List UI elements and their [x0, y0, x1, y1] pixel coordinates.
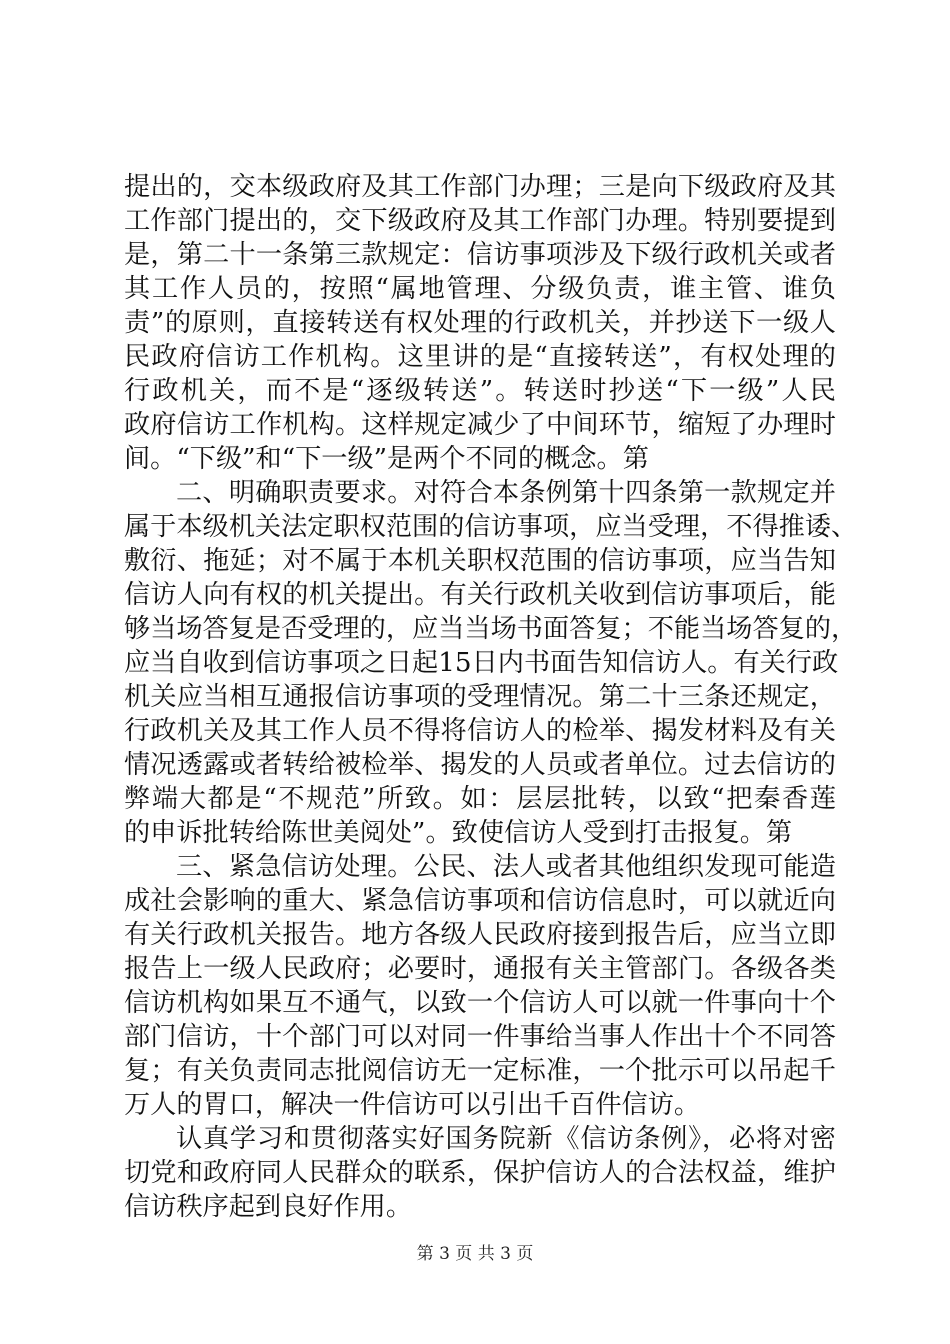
paragraph: [124, 170, 836, 476]
paragraph-line: 应当自收到信访事项之日起15日内书面告知信访人。有关行政: [124, 648, 839, 678]
paragraph-line: 属于本级机关法定职权范围的信访事项，应当受理，不得推诿、: [124, 512, 858, 542]
paragraph-line: 二、明确职责要求。对符合本条例第十四条第一款规定并: [176, 478, 836, 508]
paragraph-line: 提出的，交本级政府及其工作部门办理；三是向下级政府及其: [124, 172, 836, 202]
paragraph-line: 有关行政机关报告。地方各级人民政府接到报告后，应当立即: [124, 920, 836, 950]
paragraph-line: 部门信访，十个部门可以对同一件事给当事人作出十个不同答: [124, 1022, 836, 1052]
paragraph-line: 万人的胃口，解决一件信访可以引出千百件信访。: [124, 1090, 701, 1120]
paragraph-line: 责”的原则，直接转送有权处理的行政机关，并抄送下一级人: [124, 308, 836, 338]
document-body: [124, 170, 858, 1224]
paragraph-line: 弊端大都是“不规范”所致。如：层层批转，以致“把秦香莲: [124, 784, 836, 814]
paragraph-line: 信访人向有权的机关提出。有关行政机关收到信访事项后，能: [124, 580, 836, 610]
paragraph-line: 间。“下级”和“下一级”是两个不同的概念。第: [124, 444, 649, 474]
page-footer: 第 3 页 共 3 页: [416, 1244, 534, 1264]
paragraph-line: 政府信访工作机构。这样规定减少了中间环节，缩短了办理时: [124, 410, 836, 440]
paragraph-line: 其工作人员的，按照“属地管理、分级负责，谁主管、谁负: [124, 274, 836, 304]
paragraph-line: 认真学习和贯彻落实好国务院新《信访条例》，必将对密: [176, 1124, 836, 1154]
paragraph-line: 行政机关，而不是“逐级转送”。转送时抄送“下一级”人民: [124, 376, 836, 406]
paragraph-line: 报告上一级人民政府；必要时，通报有关主管部门。各级各类: [124, 954, 836, 984]
paragraph: [124, 476, 858, 850]
paragraph-line: 三、紧急信访处理。公民、法人或者其他组织发现可能造: [176, 852, 836, 882]
paragraph-line: 工作部门提出的，交下级政府及其工作部门办理。特别要提到: [124, 206, 836, 236]
paragraph-line: 的申诉批转给陈世美阅处”。致使信访人受到打击报复。第: [124, 818, 793, 848]
paragraph-line: 复；有关负责同志批阅信访无一定标准，一个批示可以吊起千: [124, 1056, 836, 1086]
paragraph-line: 成社会影响的重大、紧急信访事项和信访信息时，可以就近向: [124, 886, 836, 916]
paragraph-line: 是，第二十一条第三款规定：信访事项涉及下级行政机关或者: [124, 240, 836, 270]
paragraph: [124, 850, 836, 1122]
paragraph-line: 信访秩序起到良好作用。: [124, 1192, 413, 1222]
paragraph-line: 切党和政府同人民群众的联系，保护信访人的合法权益，维护: [124, 1158, 836, 1188]
paragraph: [124, 1122, 836, 1224]
paragraph-line: 够当场答复是否受理的，应当当场书面答复；不能当场答复的，: [124, 614, 858, 644]
paragraph-line: 信访机构如果互不通气，以致一个信访人可以就一件事向十个: [124, 988, 836, 1018]
paragraph-line: 民政府信访工作机构。这里讲的是“直接转送”，有权处理的: [124, 342, 836, 372]
paragraph-line: 机关应当相互通报信访事项的受理情况。第二十三条还规定，: [124, 682, 836, 712]
paragraph-line: 行政机关及其工作人员不得将信访人的检举、揭发材料及有关: [124, 716, 836, 746]
paragraph-line: 情况透露或者转给被检举、揭发的人员或者单位。过去信访的: [124, 750, 836, 780]
paragraph-line: 敷衍、拖延；对不属于本机关职权范围的信访事项，应当告知: [124, 546, 836, 576]
